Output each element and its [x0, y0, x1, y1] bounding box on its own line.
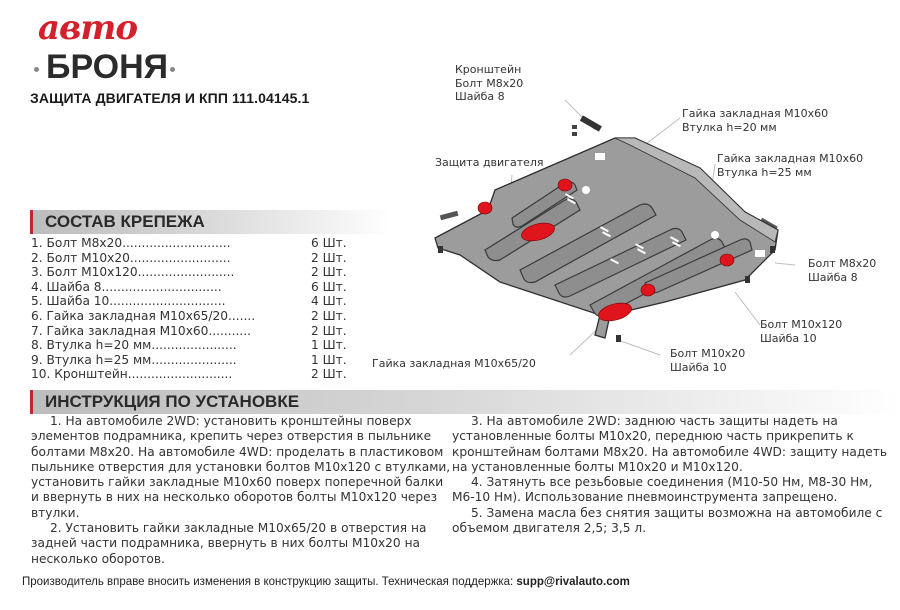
fastener-qty: 6 Шт.: [311, 279, 347, 294]
installation-steps-right: [452, 414, 897, 536]
installation-heading: ИНСТРУКЦИЯ ПО УСТАНОВКЕ: [45, 392, 300, 411]
fastener-qty: 2 Шт.: [311, 250, 347, 265]
callout-line: Втулка h=25 мм: [717, 165, 812, 179]
footer: [22, 576, 630, 588]
callout-line: Гайка закладная М10х60: [682, 107, 829, 120]
callout-bracket-line: Шайба 8: [455, 90, 505, 103]
installation-step: 5. Замена масла без снятия защиты возможна на автомобиле с объемом двигателя 2,5; 3,5 л.: [452, 505, 883, 536]
brand-script: авто: [38, 8, 138, 48]
callout-line: Гайка закладная М10х65/20: [372, 357, 536, 370]
fasteners-list: [31, 236, 351, 382]
fastener-item: [31, 280, 351, 295]
fastener-name: 8. Втулка h=20 мм......................: [31, 338, 237, 353]
fastener-item: [31, 353, 351, 368]
callout-line: Шайба 10: [670, 360, 727, 374]
installation-heading-bar: [30, 390, 900, 414]
fastener-name: 1. Болт М8х20............................: [31, 236, 231, 250]
document-title: ЗАЩИТА ДВИГАТЕЛЯ И КПП 111.04145.1: [30, 90, 310, 106]
installation-step: 4. Затянуть все резьбовые соединения (М10-50 Нм, М8-30 Нм, М6-10 Нм). Использование пневмоинструмента запрещено.: [452, 475, 873, 505]
callout-line: Болт М8х20: [808, 257, 877, 270]
callout-nut-m10x60-25: [717, 152, 863, 179]
fastener-name: 3. Болт М10х120.........................: [31, 265, 235, 280]
fasteners-heading-bar: [30, 210, 390, 234]
brand-logo: [30, 8, 180, 86]
installation-step: 3. На автомобиле 2WD: заднюю часть защиты надеть на установленные болты М10х20, переднюю часть прикрепить к кронштейнам болтами М8х20. На автомобиле 4WD: защиту надеть на установленные болты М10х20 и М10х120.: [452, 414, 888, 474]
fastener-name: 7. Гайка закладная М10х60...........: [31, 323, 252, 338]
callout-engine-guard-line: Защита двигателя: [435, 156, 544, 169]
fastener-item: [31, 236, 351, 251]
callout-bolt-m10x120: [760, 318, 842, 345]
fastener-qty: 2 Шт.: [311, 367, 347, 382]
fastener-name: 5. Шайба 10..............................: [31, 294, 226, 309]
fastener-item: [31, 309, 351, 324]
callout-bolt-m8: [808, 257, 876, 284]
callout-line: Шайба 10: [760, 331, 817, 345]
callout-bracket: [455, 63, 523, 104]
fastener-qty: 6 Шт.: [311, 236, 347, 250]
footer-note: Производитель вправе вносить изменения в конструкцию защиты. Техническая поддержка:: [22, 576, 517, 588]
callout-nut-m10x65: [372, 357, 536, 371]
fastener-name: 4. Шайба 8...............................: [31, 279, 222, 294]
fastener-name: 9. Втулка h=25 мм......................: [31, 352, 237, 367]
fastener-item: [31, 324, 351, 339]
brand-name: БРОНЯ: [46, 48, 169, 86]
fastener-qty: 1 Шт.: [311, 338, 347, 353]
skid-plate-diagram: [372, 50, 900, 380]
fastener-qty: 1 Шт.: [311, 352, 347, 367]
fastener-qty: 2 Шт.: [311, 265, 347, 280]
installation-steps-left: [31, 414, 451, 567]
fastener-name: 2. Болт М10х20..........................: [31, 250, 231, 265]
callout-line: Втулка h=20 мм: [682, 120, 777, 134]
callout-line: Болт М10х20: [670, 347, 746, 360]
callout-nut-m10x60-20: [682, 107, 828, 134]
fastener-item: [31, 367, 351, 382]
fastener-qty: 2 Шт.: [311, 308, 347, 323]
installation-step: 2. Установить гайки закладные М10х65/20 в отверстия на задней части подрамника, ввернуть в них болты М10х20 на несколько оборотов.: [31, 521, 427, 566]
fastener-item: [31, 294, 351, 309]
callout-bracket-line: Болт М8х20: [455, 76, 524, 90]
logo-dot-left: [34, 67, 39, 72]
callout-line: Болт М10х120: [760, 318, 843, 331]
callout-bolt-m10x20: [670, 347, 745, 374]
fastener-item: [31, 265, 351, 280]
callout-line: Гайка закладная М10х60: [717, 152, 864, 165]
fastener-qty: 2 Шт.: [311, 323, 347, 338]
installation-step: 1. На автомобиле 2WD: установить кронштейны поверх элементов подрамника, крепить через отверстия в пыльнике болтами М8х20. На автомобиле 4WD: проделать в пластиковом пыльнике отверстия для установки болтов М10х120 с втулками, установить гайки закладные М10х60 поверх поперечной балки и ввернуть в них на несколько оборотов болты М10х120 через втулки.: [31, 414, 451, 520]
fastener-item: [31, 338, 351, 353]
fastener-item: [31, 251, 351, 266]
fastener-name: 6. Гайка закладная М10х65/20.......: [31, 308, 256, 323]
support-email[interactable]: supp@rivalauto.com: [516, 576, 630, 588]
callout-line: Шайба 8: [808, 270, 858, 284]
fastener-qty: 4 Шт.: [311, 294, 347, 309]
callout-bracket-line: Кронштейн: [455, 63, 522, 76]
callout-engine-guard: [435, 156, 544, 170]
fasteners-heading: СОСТАВ КРЕПЕЖА: [45, 212, 205, 231]
logo-dot-right: [170, 67, 175, 72]
fastener-name: 10. Кронштейн...........................: [31, 367, 233, 382]
